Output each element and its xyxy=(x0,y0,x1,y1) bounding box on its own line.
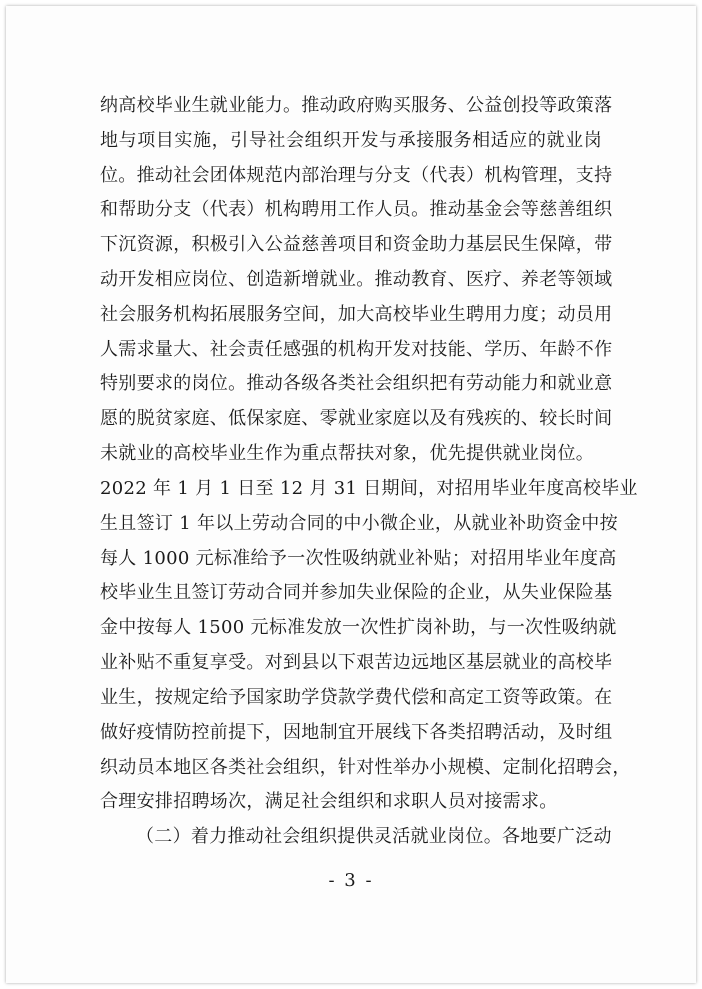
text-line: 业补贴不重复享受。对到县以下艰苦边远地区基层就业的高校毕 xyxy=(100,652,613,673)
text-line: 校毕业生且签订劳动合同并参加失业保险的企业，从失业保险基 xyxy=(100,582,613,603)
text-line: 生且签订 1 年以上劳动合同的中小微企业，从就业补助资金中按 xyxy=(100,513,618,534)
text-line: 做好疫情防控前提下，因地制宜开展线下各类招聘活动，及时组 xyxy=(100,722,613,743)
text-line: 下沉资源，积极引入公益慈善项目和资金助力基层民生保障，带 xyxy=(100,234,613,255)
text-line: 未就业的高校毕业生作为重点帮扶对象，优先提供就业岗位。 xyxy=(100,443,595,464)
text-line: 位。推动社会团体规范内部治理与分支（代表）机构管理，支持 xyxy=(100,165,613,186)
text-line: 纳高校毕业生就业能力。推动政府购买服务、公益创投等政策落 xyxy=(100,95,613,116)
text-line: 业生，按规定给予国家助学贷款学费代偿和高定工资等政策。在 xyxy=(100,687,613,708)
text-line: 和帮助分支（代表）机构聘用工作人员。推动基金会等慈善组织 xyxy=(100,199,613,220)
text-line: 地与项目实施，引导社会组织开发与承接服务相适应的就业岗 xyxy=(100,130,602,151)
text-line: 社会服务机构拓展服务空间，加大高校毕业生聘用力度；动员用 xyxy=(100,304,613,325)
text-line: 2022 年 1 月 1 日至 12 月 31 日期间，对招用毕业年度高校毕业 xyxy=(100,478,638,499)
text-line: 人需求量大、社会责任感强的机构开发对技能、学历、年龄不作 xyxy=(100,339,613,360)
text-line: 合理安排招聘场次，满足社会组织和求职人员对接需求。 xyxy=(100,791,558,812)
text-line: 愿的脱贫家庭、低保家庭、零就业家庭以及有残疾的、较长时间 xyxy=(100,408,613,429)
text-line: 织动员本地区各类社会组织，针对性举办小规模、定制化招聘会， xyxy=(100,757,631,778)
text-line: 金中按每人 1500 元标准发放一次性扩岗补助，与一次性吸纳就 xyxy=(100,617,617,638)
text-line: 动开发相应岗位、创造新增就业。推动教育、医疗、养老等领域 xyxy=(100,269,613,290)
section-heading-line: （二）着力推动社会组织提供灵活就业岗位。各地要广泛动 xyxy=(136,826,612,847)
page-number: - 3 - xyxy=(328,870,374,891)
text-line: 每人 1000 元标准给予一次性吸纳就业补贴；对招用毕业年度高 xyxy=(100,548,617,569)
text-line: 特别要求的岗位。推动各级各类社会组织把有劳动能力和就业意 xyxy=(100,373,613,394)
